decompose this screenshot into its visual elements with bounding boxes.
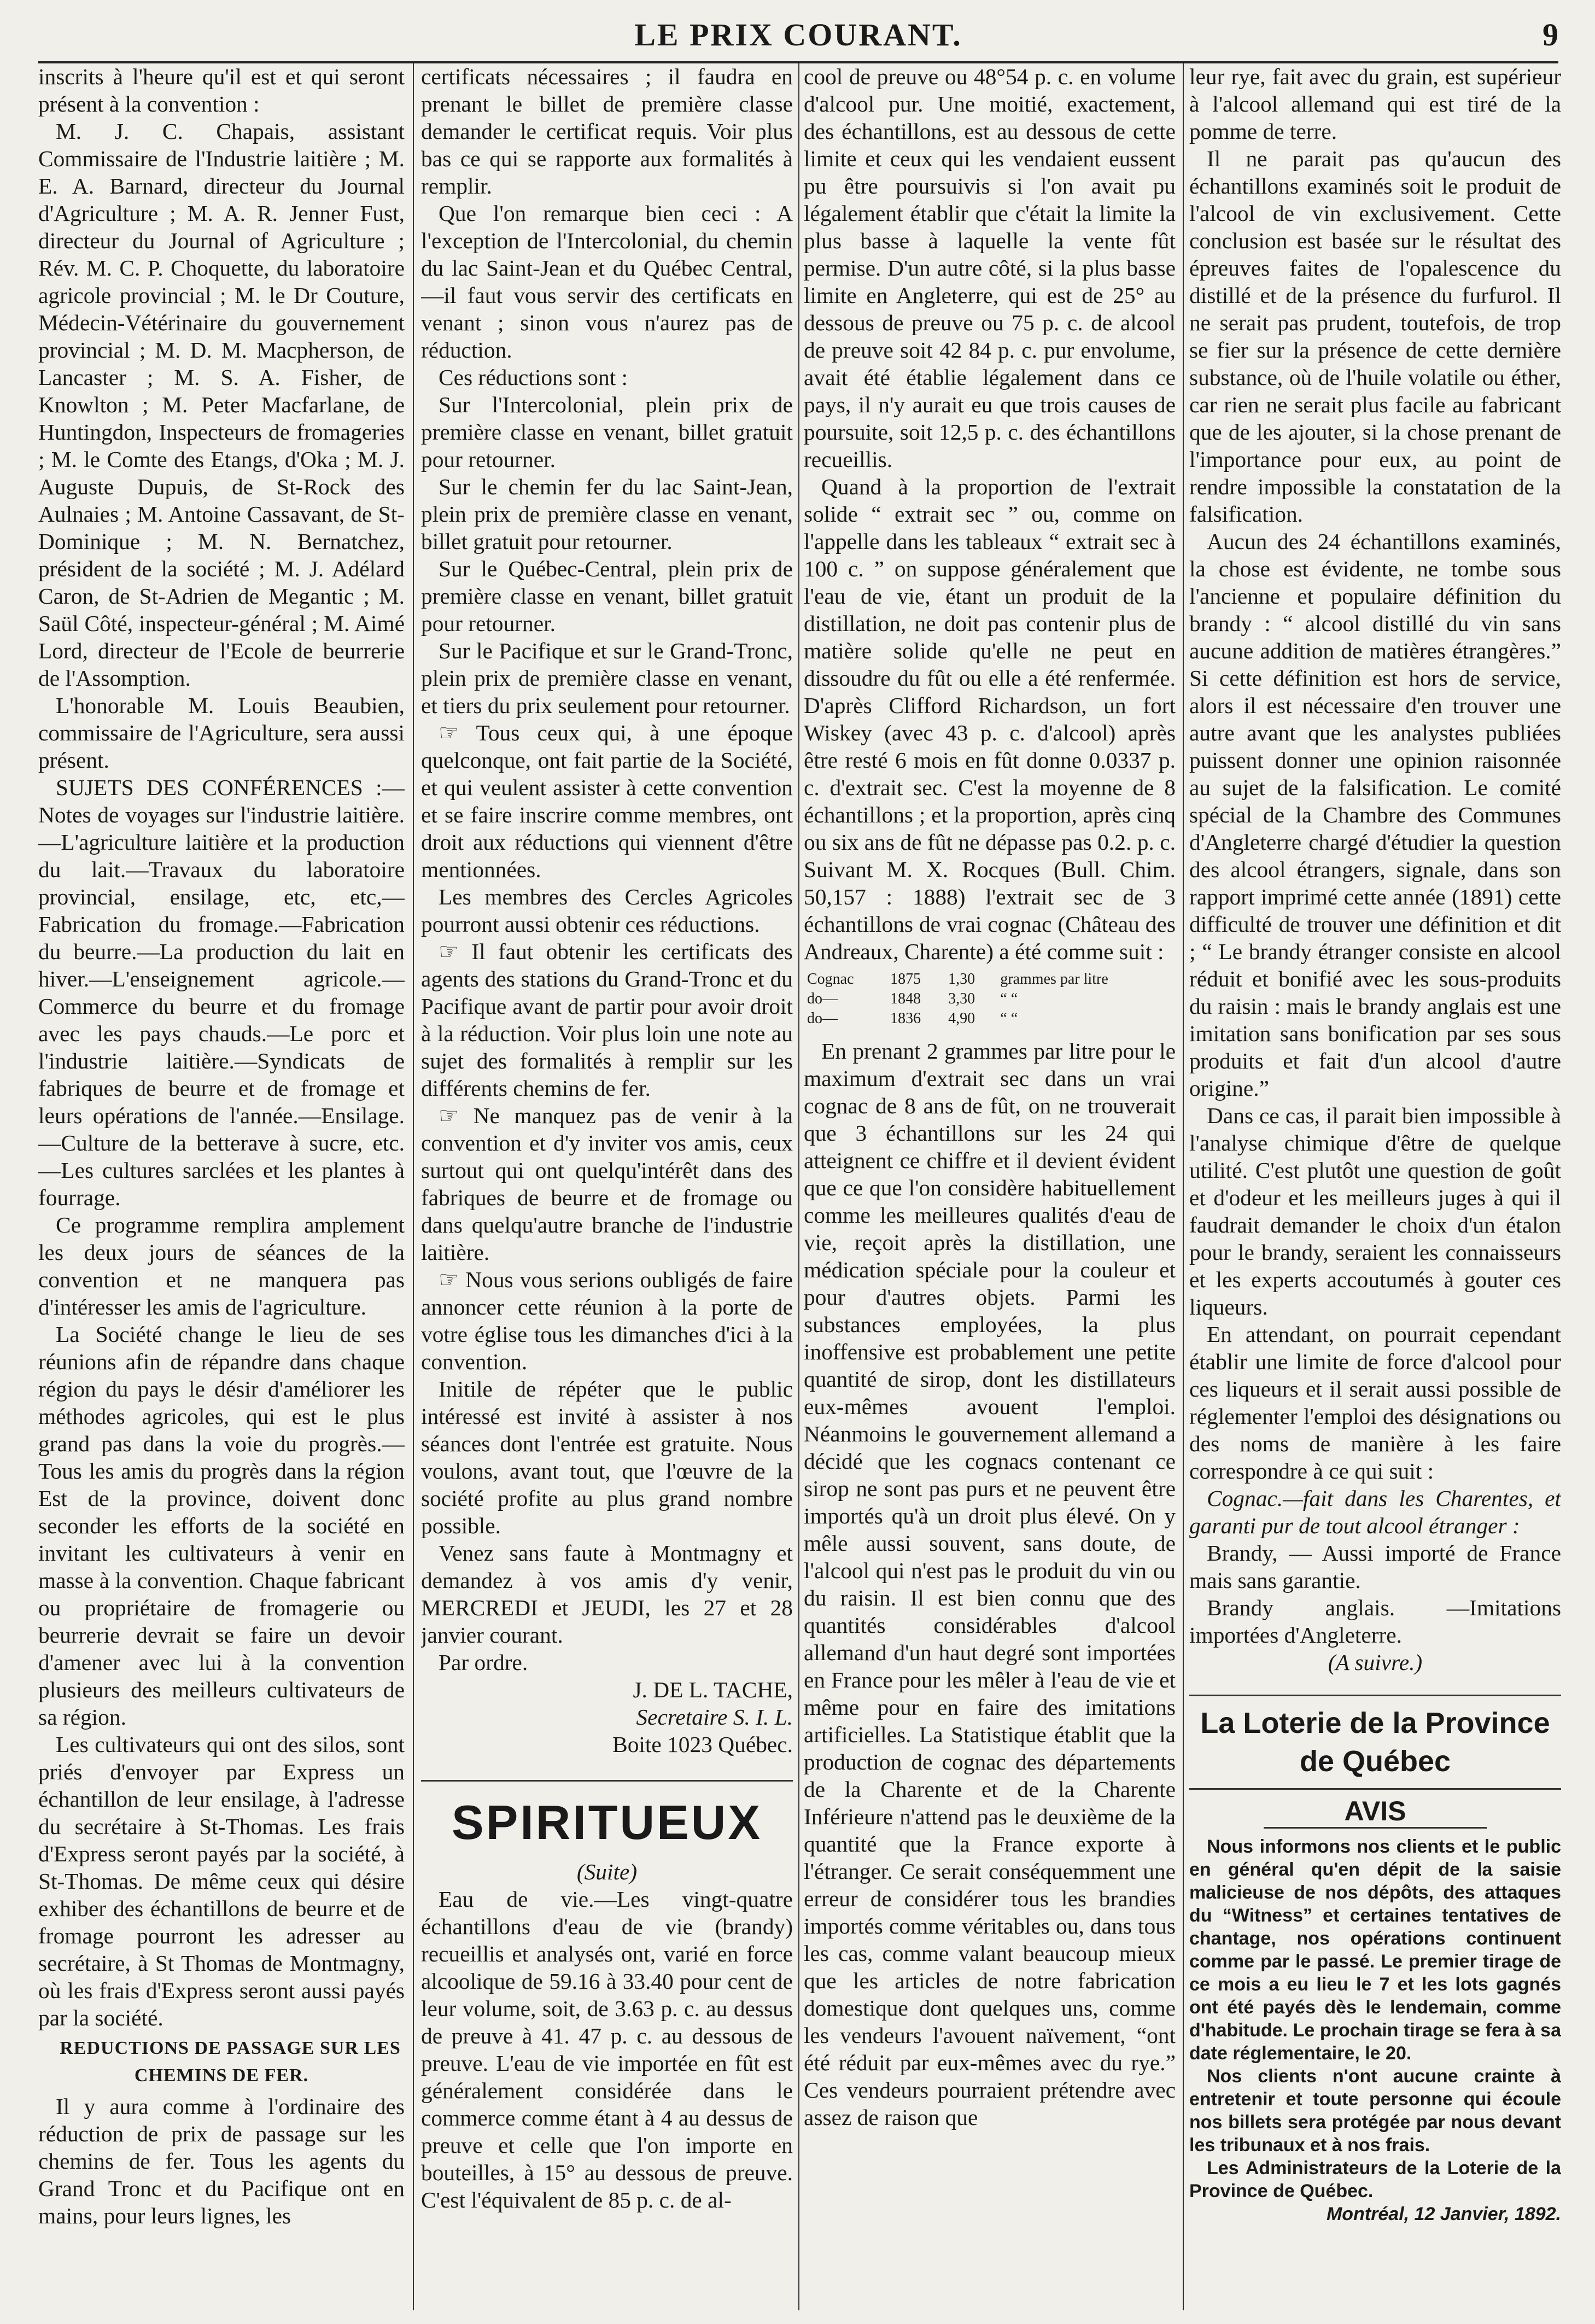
table-cell: Cognac bbox=[807, 971, 854, 988]
table-cell: 1848 bbox=[890, 990, 921, 1007]
table-cell: do— bbox=[807, 1010, 838, 1027]
paragraph: ☞ Ne manquez pas de venir à la convention et d'y inviter vos amis, ceux surtout qui ont quelqu'intérêt dans des fabriques de beurre et de fromage ou dans quelqu'autre branche de l'industrie laitière. bbox=[421, 1103, 793, 1265]
paragraph: ☞ Tous ceux qui, à une époque quelconque, ont fait partie de la Société, et qui veulent assister à cette convention et se faire inscrire comme membres, ont droit aux réductions qui viennent d'être mentionnées. bbox=[421, 720, 793, 882]
table-row bbox=[804, 989, 1176, 1009]
table-cell: “ “ bbox=[1000, 1010, 1018, 1027]
lottery-title: La Loterie de la Province de Québec bbox=[1189, 1695, 1561, 1790]
page-header bbox=[38, 16, 1558, 59]
paragraph: Venez sans faute à Montmagny et demandez à vos amis d'y venir, MERCREDI et JEUDI, les 27 et 28 janvier courant. bbox=[421, 1540, 793, 1648]
paragraph: L'honorable M. Louis Beaubien, commissaire de l'Agriculture, sera aussi présent. bbox=[38, 693, 405, 773]
table-cell: “ “ bbox=[1000, 990, 1018, 1007]
paragraph: Brandy anglais. —Imitations importées d'Angleterre. bbox=[1189, 1595, 1561, 1648]
paragraph: M. J. C. Chapais, assistant Commissaire de l'Industrie laitière ; M. E. A. Barnard, directeur du Journal d'Agriculture ; M. A. R. Jenner Fust, directeur du Journal of Agriculture ; Rév. M. C. P. Choquette, du laboratoire agricole provincial ; M. le Dr Couture, Médecin-Vétérinaire du gouvernement provincial ; M. D. M. Macpherson, de Lancaster ; M. S. A. Fisher, de Knowlton ; M. Peter Macfarlane, de Huntingdon, Inspecteurs de fromageries ; M. le Comte des Etangs, d'Oka ; M. J. Auguste Dupuis, de St-Rock des Aulnaies ; M. Antoine Cassavant, de St-Dominique ; M. N. Bernatchez, président de la société ; M. J. Adélard Caron, de St-Adrien de Megantic ; M. Saül Côté, inspecteur-général ; M. Aimé Lord, directeur de l'Ecole de beurrerie de l'Assomption. bbox=[38, 119, 405, 691]
paragraph: inscrits à l'heure qu'il est et qui seront présent à la convention : bbox=[38, 64, 405, 116]
paragraph: En prenant 2 grammes par litre pour le maximum d'extrait sec dans un vrai cognac de 8 ans de fût, on ne trouverait que 3 échantillons sur les 24 qui atteignent ce chiffre et il devient évident que ce que l'on considère habituellement comme les meilleures qualités d'eau de vie, reçoit après la distillation, une médication spéciale pour la couleur et pour d'autres objets. Parmi les substances employées, la plus inoffensive est probablement une petite quantité de sirop, dont les distillateurs eux-mêmes avouent l'emploi. Néanmoins le gouvernement allemand a décidé que les cognacs contenant ce sirop ne sont pas purs et ne peuvent être importés qu'à un droit plus élevé. On y mêle aussi souvent, sans doute, de l'alcool qui n'est pas le produit du vin ou du raisin. Il est bien connu que des quantités considérables d'alcool allemand d'un haut degré sont importées en France pour les mêler à l'eau de vie et même pour en faire des imitations artificielles. La Statistique établit que la production de cognac des départements de la Charente et de la Charente Inférieure n'attend pas le deuxième de la quantité que la France exporte à l'étranger. Ce serait conséquemment une erreur de considérer tous les brandies importés comme véritables ou, dans tous les cas, comme valant beaucoup mieux que les articles de notre fabrication domestique dont quelques uns, comme les vendeurs l'avouent naïvement, “ont été réduit par eux-mêmes avec du rye.” Ces vendeurs pourraient prétendre avec assez de raison que bbox=[804, 1038, 1176, 2130]
column-divider bbox=[413, 63, 414, 2310]
paragraph: ☞ Il faut obtenir les certificats des agents des stations du Grand-Tronc et du Pacifique avant de partir pour avoir droit à la réduction. Voir plus loin une note au sujet des formalités à remplir sur les différents chemins de fer. bbox=[421, 939, 793, 1101]
paragraph: SUJETS DES CONFÉRENCES :— Notes de voyages sur l'industrie laitière.—L'agriculture laitière et la production du lait.—Travaux du laboratoire provincial, ensilage, etc, etc,—Fabrication du fromage.—Fabrication du beurre.—La production du lait en hiver.—L'enseignement agricole.—Commerce du beurre et du fromage avec les pays chauds.—Le porc et l'industrie laitière.—Syndicats de fabriques de beurre et de fromage et leurs opérations de l'année.—Ensilage.—Culture de la betterave à sucre, etc. —Les cultures sarclées et les plantes à fourrage. bbox=[38, 775, 405, 1210]
paragraph: Brandy, — Aussi importé de France mais sans garantie. bbox=[1189, 1540, 1561, 1593]
paragraph: Il y aura comme à l'ordinaire des réduction de prix de passage sur les chemins de fer. Tous les agents du Grand Tronc et du Pacifique ont en mains, pour leurs lignes, les bbox=[38, 2094, 405, 2228]
spiritueux-title: SPIRITUEUX bbox=[421, 1780, 793, 1853]
paragraph: Cognac.—fait dans les Charentes, et garanti pur de tout alcool étranger : bbox=[1189, 1486, 1561, 1538]
paragraph: Initile de répéter que le public intéressé est invité à assister à nos séances dont l'entrée est gratuite. Nous voulons, avant tout, que l'œuvre de la société profite au plus grand nombre possible. bbox=[421, 1376, 793, 1538]
notice-paragraph: Nos clients n'ont aucune crainte à entretenir et toute personne qui écoule nos billets sera protégée par nous devant les tribunaux et à nos frais. bbox=[1189, 2066, 1561, 2156]
newspaper-title: LE PRIX COURANT. bbox=[634, 17, 962, 52]
paragraph: Sur le chemin fer du lac Saint-Jean, plein prix de première classe en venant, billet gratuit pour retourner. bbox=[421, 474, 793, 554]
column-divider bbox=[798, 63, 799, 2310]
notice-rule bbox=[1264, 1827, 1487, 1829]
table-row bbox=[804, 970, 1176, 989]
column-4 bbox=[1189, 63, 1561, 2299]
column-2 bbox=[421, 63, 793, 2299]
paragraph: Par ordre. bbox=[439, 1650, 528, 1675]
paragraph: Sur le Québec-Central, plein prix de première classe en venant, billet gratuit pour retourner. bbox=[421, 556, 793, 636]
page-number: 9 bbox=[1543, 17, 1558, 52]
column-3 bbox=[804, 63, 1176, 2299]
paragraph: Quand à la proportion de l'extrait solide “ extrait sec ” ou, comme on l'appelle dans les tableaux “ extrait sec à 100 c. ” on suppose généralement que l'eau de vie, étant un produit de la distillation, ne doit pas contenir plus de matière solide qu'elle ne peut en dissoudre du fût ou elle a été renfermée. D'après Clifford Richardson, un fort Wiskey (avec 43 p. c. d'alcool) après être resté 6 mois en fût donne 0.0337 p. c. d'extrait sec. C'est la moyenne de 8 échantillons ; et la proportion, après cinq ou six ans de fût ne dépasse pas 0.2. p. c. Suivant M. X. Rocques (Bull. Chim. 50,157 : 1888) l'extrait sec de 3 échantillons de vrai cognac (Château des Andreaux, Charente) a été comme suit : bbox=[804, 474, 1176, 964]
notice-date: Montréal, 12 Janvier, 1892. bbox=[1326, 2204, 1561, 2224]
section-heading: REDUCTIONS DE PASSAGE SUR LES CHEMINS DE FER. bbox=[60, 2038, 401, 2086]
signature-title: Secretaire S. I. L. bbox=[636, 1704, 793, 1730]
table-cell: 3,30 bbox=[948, 990, 975, 1007]
paragraph: Les cultivateurs qui ont des silos, sont priés d'envoyer par Express un échantillon de leur ensilage, à l'adresse du secrétaire à St-Thomas. Les frais d'Express seront payés par la société, à St-Thomas. De même ceux qui désire exhiber des échantillons de beurre et de fromage pourront les adresser au secrétaire, à St Thomas de Montmagny, où les frais d'Express seront aussi payés par la société. bbox=[38, 1732, 405, 2030]
paragraph: Ce programme remplira amplement les deux jours de séances de la convention et ne manquera pas d'intéresser les amis de l'agriculture. bbox=[38, 1212, 405, 1319]
paragraph: Eau de vie.—Les vingt-quatre échantillons d'eau de vie (brandy) recueillis et analysés ont, varié en force alcoolique de 59.16 à 33.40 pour cent de leur volume, soit, de 3.63 p. c. au dessus de preuve à 41. 47 p. c. au dessous de preuve. L'eau de vie importée en fût est généralement considérée dans le commerce comme étant à 4 au dessus de preuve et celle que l'on importe en bouteilles, à 15° au dessous de preuve. C'est l'équivalent de 85 p. c. de al- bbox=[421, 1887, 793, 2212]
to-be-continued: (A suivre.) bbox=[1328, 1650, 1423, 1675]
paragraph: Que l'on remarque bien ceci : A l'exception de l'Intercolonial, du chemin du lac Saint-Jean et du Québec Central,—il faut vous servir des certificats en venant ; sinon vous n'aurez pas de réduction. bbox=[421, 201, 793, 363]
table-cell: grammes par litre bbox=[1000, 971, 1108, 988]
notice-paragraph: Nous informons nos clients et le public en général qu'en dépit de la saisie malicieuse de nos dépôts, des attaques du “Witness” et certaines tentatives de chantage, nos opérations continuent comme par le passé. Le premier tirage de ce mois a eu lieu le 7 et les lots gagnés ont été payés dès le lendemain, comme d'habitude. Le prochain tirage se fera à sa date réglementaire, le 20. bbox=[1189, 1836, 1561, 2064]
table-row bbox=[804, 1009, 1176, 1029]
paragraph: Ces réductions sont : bbox=[439, 365, 628, 390]
paragraph: La Société change le lieu de ses réunions afin de répandre dans chaque région du pays le désir d'améliorer les méthodes agricoles, qui est le plus grand pas dans la voie du progrès.—Tous les amis du progrès dans la région Est de la province, doivent donc seconder les efforts de la société en invitant les cultivateurs à venir en masse à la convention. Chaque fabricant ou propriétaire de fromagerie ou beurrerie devrait se faire un devoir d'amener avec lui à la convention plusieurs des meilleurs cultivateurs de sa région. bbox=[38, 1322, 405, 1730]
paragraph: Dans ce cas, il parait bien impossible à l'analyse chimique d'être de quelque utilité. C'est plutôt une question de goût et d'odeur et les meilleurs juges à qui il faudrait demander le choix d'un étalon pour le brandy, seraient les connaisseurs et les experts accoutumés à gouter ces liqueurs. bbox=[1189, 1103, 1561, 1319]
paragraph: cool de preuve ou 48°54 p. c. en volume d'alcool pur. Une moitié, exactement, des échantillons, est au dessous de cette limite et ceux qui les vendaient eussent pu être poursuivis si l'on avait pu légalement établir que c'était la limite la plus basse à laquelle la vente fût permise. D'un autre côté, si la plus basse limite en Angleterre, qui est de 25° au dessous de preuve ou 75 p. c. de alcool de preuve soit 42 84 p. c. pur envolume, avait été établie légalement dans ce pays, il n'y aurait eu que trois causes de poursuite, soit 12,5 p. c. des échantillons recueillis. bbox=[804, 64, 1176, 472]
signature-name: J. DE L. TACHE, bbox=[633, 1677, 793, 1702]
table-cell: do— bbox=[807, 990, 838, 1007]
paragraph: Les membres des Cercles Agricoles pourront aussi obtenir ces réductions. bbox=[421, 884, 793, 937]
paragraph: leur rye, fait avec du grain, est supérieur à l'alcool allemand qui est tiré de la pomme de terre. bbox=[1189, 64, 1561, 144]
notice-signoff: Les Administrateurs de la Loterie de la Province de Québec. bbox=[1189, 2158, 1561, 2202]
paragraph: certificats nécessaires ; il faudra en prenant le billet de première classe demander le certificat requis. Voir plus bas ce qui se rapporte aux formalités à remplir. bbox=[421, 64, 793, 198]
table-cell: 1836 bbox=[890, 1010, 921, 1027]
notice-heading: AVIS bbox=[1344, 1796, 1406, 1826]
paragraph: Sur le Pacifique et sur le Grand-Tronc, plein prix de première classe en venant, et tiers du prix seulement pour retourner. bbox=[421, 638, 793, 718]
paragraph: Aucun des 24 échantillons examinés, la chose est évidente, ne tombe sous l'ancienne et populaire définition du brandy : “ alcool distillé du vin sans aucune addition de matières étrangères.” Si cette définition est hors de service, alors il est nécessaire d'en trouver une autre avant que les analystes publiées puissent donner une opinion raisonnée au sujet de la falsification. Le comité spécial de la Chambre des Communes d'Angleterre chargé d'étudier la question des alcool étrangers, signale, dans son rapport imprimé cette année (1891) cette difficulté de trouver une définition et dit ; “ Le brandy étranger consiste en alcool réduit et bonifié avec les sous-produits du raisin : mais le brandy anglais est une imitation sans bonification par ses sous produits et fait d'un alcool d'autre origine.” bbox=[1189, 529, 1561, 1101]
paragraph: Sur l'Intercolonial, plein prix de première classe en venant, billet gratuit pour retourner. bbox=[421, 392, 793, 472]
paragraph: ☞ Nous vous serions oubligés de faire annoncer cette réunion à la porte de votre église tous les dimanches d'ici à la convention. bbox=[421, 1267, 793, 1374]
suite-label: (Suite) bbox=[576, 1859, 638, 1884]
column-divider bbox=[1183, 63, 1184, 2310]
column-1 bbox=[38, 63, 405, 2299]
paragraph: Il ne parait pas qu'aucun des échantillons examinés soit le produit de l'alcool de vin exclusivement. Cette conclusion est basée sur le résultat des épreuves faites de l'opalescence du distillé et de la présence du furfurol. Il ne serait pas prudent, toutefois, de trop se fier sur la présence de cette dernière substance, où de l'huile volatile ou éther, car rien ne serait plus facile au fabricant que de les ajouter, si la chose prenant de l'importance pour eux, au point de rendre impossible la constatation de la falsification. bbox=[1189, 146, 1561, 527]
table-cell: 1,30 bbox=[948, 971, 975, 988]
paragraph: En attendant, on pourrait cependant établir une limite de force d'alcool pour ces liqueurs et il serait aussi possible de réglementer l'emploi des désignations ou des noms de manière à les faire correspondre à ce qui suit : bbox=[1189, 1322, 1561, 1484]
table-cell: 4,90 bbox=[948, 1010, 975, 1027]
cognac-extract-table bbox=[804, 970, 1176, 1029]
signature-address: Boite 1023 Québec. bbox=[612, 1732, 793, 1757]
lottery-notice bbox=[1189, 1835, 1561, 2226]
table-cell: 1875 bbox=[890, 971, 921, 988]
